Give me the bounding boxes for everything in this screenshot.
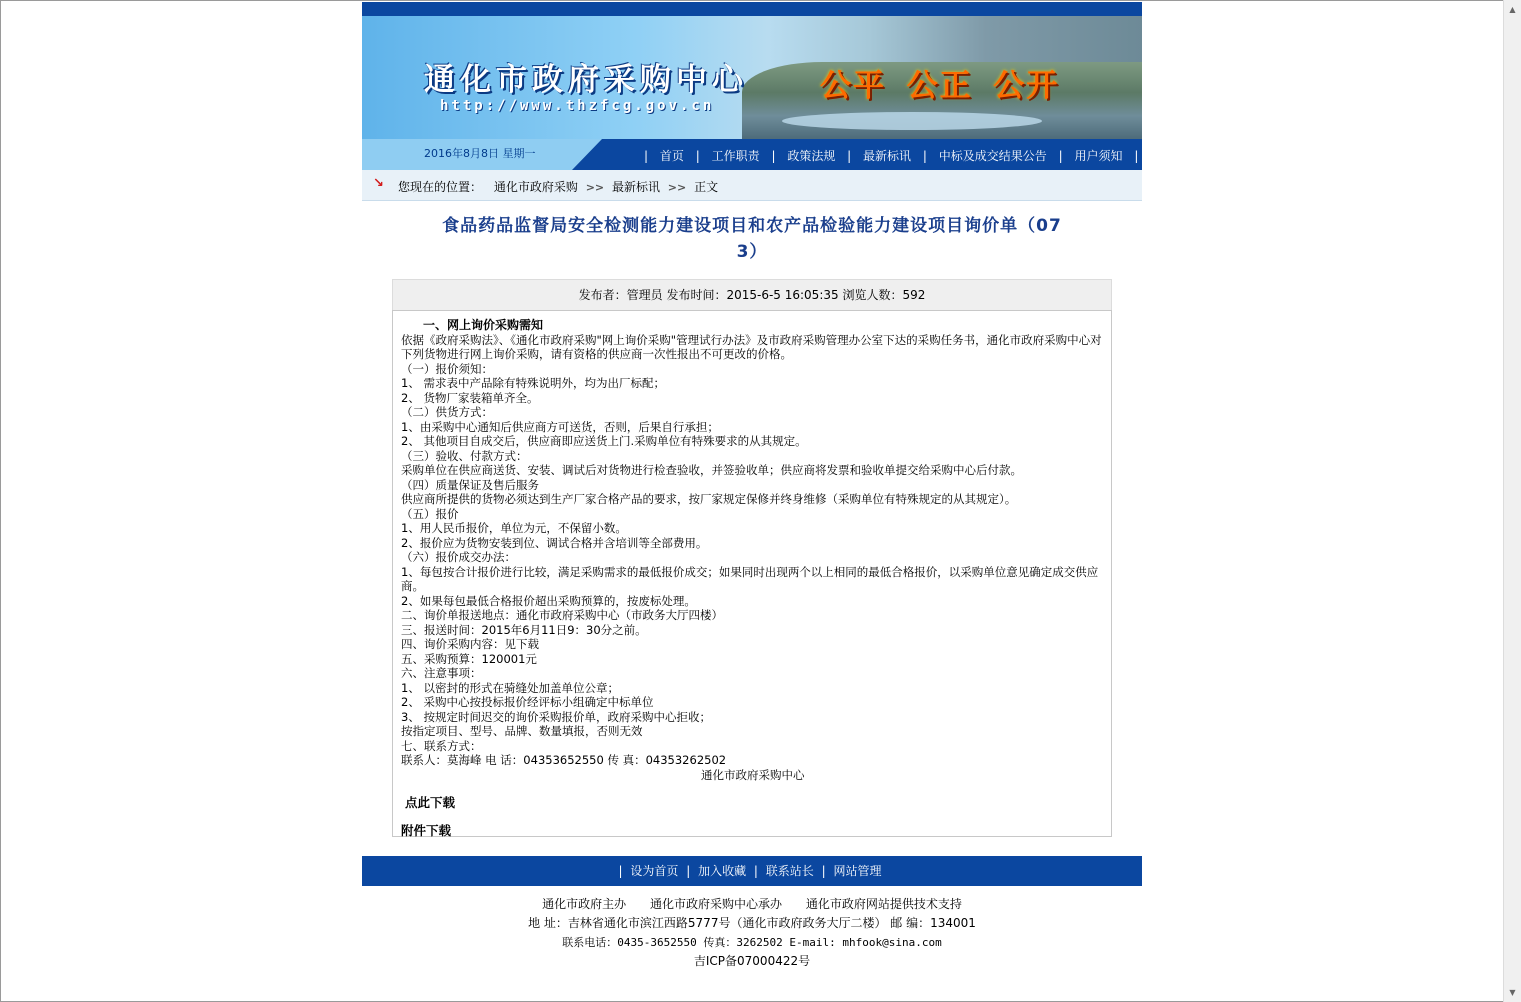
current-date: 2016年8月8日 星期一 (424, 147, 536, 160)
vertical-scrollbar[interactable] (1503, 0, 1521, 1002)
footer-tech-support: 通化市政府网站提供技术支持 (805, 897, 962, 911)
body-line: 2、 货物厂家装箱单齐全。 (401, 390, 539, 405)
body-line: 2、报价应为货物安装到位、调试合格并含培训等全部费用。 (401, 535, 708, 550)
body-line: 七、联系方式： (401, 738, 482, 753)
body-line: （一）报价须知： (401, 361, 493, 376)
nav-item-policies[interactable]: 政策法规 (787, 149, 836, 163)
body-line: 1、由采购中心通知后供应商方可送货，否则，后果自行承担； (401, 419, 719, 434)
footer (362, 895, 1142, 971)
article-title (407, 213, 1097, 265)
body-line: 1、 以密封的形式在骑缝处加盖单位公章； (401, 680, 619, 695)
footer-nav: | 设为首页 | 加入收藏 | 联系站长 | 网站管理 (362, 856, 1142, 886)
body-line: 按指定项目、型号、品牌、数量填报，否则无效 (401, 724, 643, 738)
footer-address: 地 址：吉林省通化市滨江西路5777号（通化市政府政务大厅二楼） 邮 编：134001 (528, 916, 976, 930)
breadcrumb: ↘ 您现在的位置： 通化市政府采购 >> 最新标讯 >> 正文 (362, 170, 1142, 201)
body-line: 五、采购预算：120001元 (401, 651, 537, 666)
body-line: （二）供货方式： (401, 405, 493, 419)
footer-icp: 吉ICP备07000422号 (693, 954, 811, 968)
nav-item-user-guide[interactable]: 用户须知 (1074, 149, 1123, 163)
section-heading: 一、网上询价采购需知 (423, 318, 544, 332)
breadcrumb-prefix: 您现在的位置： (398, 180, 483, 194)
body-line: 二、询价单报送地点：通化市政府采购中心（市政务大厅四楼） (401, 608, 723, 622)
nav-item-latest-bids[interactable]: 最新标讯 (863, 149, 912, 163)
breadcrumb-item-home[interactable]: 通化市政府采购 (493, 180, 578, 194)
body-line: 六、注意事项： (401, 666, 482, 680)
attachment-download-label: 附件下载 (401, 822, 452, 838)
body-line: 三、报送时间：2015年6月11日9：30分之前。 (401, 622, 647, 637)
body-line: 2、 采购中心按投标报价经评标小组确定中标单位 (401, 695, 654, 709)
body-line: 联系人：莫海峰 电 话：04353652550 传 真：04353262502 (401, 753, 727, 767)
body-line: 3、 按规定时间迟交的询价采购报价单，政府采购中心拒收； (401, 709, 711, 724)
arrow-down-right-icon: ↘ (373, 176, 384, 191)
nav-item-duties[interactable]: 工作职责 (711, 149, 760, 163)
body-line: 供应商所提供的货物必须达到生产厂家合格产品的要求，按厂家规定保修并终身维修（采购单位有特殊规定的从其规定）。 (401, 492, 1017, 506)
scroll-up-arrow-icon[interactable]: ▲ (1509, 5, 1516, 14)
body-line: （五）报价 (401, 506, 459, 521)
body-line: （六）报价成交办法： (401, 550, 516, 564)
article-signature: 通化市政府采购中心 (701, 767, 805, 782)
nav-item-results[interactable]: 中标及成交结果公告 (938, 149, 1047, 163)
banner-river (782, 112, 1042, 130)
banner-top-bar (362, 2, 1142, 16)
body-line: 1、 需求表中产品除有特殊说明外，均为出厂标配； (401, 376, 665, 390)
footer-contact: 联系电话：0435-3652550 传真：3262502 E-mail: mhfook@sina.com (562, 936, 942, 949)
article-title-line1: 食品药品监督局安全检测能力建设项目和农产品检验能力建设项目询价单（07 (442, 216, 1062, 236)
body-line: 采购单位在供应商送货、安装、调试后对货物进行检查验收，并签验收单；供应商将发票和验收单提交给采购中心后付款。 (401, 463, 1022, 477)
body-line: 1、用人民币报价，单位为元，不保留小数。 (401, 521, 627, 535)
body-line: 依据《政府采购法》、《通化市政府采购"网上询价采购"管理试行办法》及市政府采购管理办公室下达的采购任务书，通化市政府采购中心对下列货物进行网上询价采购，请有资格的供应商一次性报出不可更改的价格。 (401, 332, 1102, 361)
footer-nav-contact-webmaster[interactable]: 联系站长 (765, 864, 814, 878)
footer-organizer: 通化市政府采购中心承办 (649, 897, 782, 911)
body-line: （三）验收、付款方式： (401, 448, 528, 463)
article-body (392, 310, 1112, 837)
footer-nav-set-homepage[interactable]: 设为首页 (630, 864, 679, 878)
main-nav: | 首页 | 工作职责 | 政策法规 | 最新标讯 | 中标及成交结果公告 | 用户须知 | (644, 149, 1139, 163)
body-line: 1、每包按合计报价进行比较，满足采购需求的最低报价成交；如果同时出现两个以上相同的最低合格报价，以采购单位意见确定成交供应商。 (401, 564, 1099, 593)
site-url: http://www.thzfcg.gov.cn (440, 98, 715, 114)
site-slogan: 公平 公正 公开 (820, 68, 1060, 103)
site-banner (362, 2, 1142, 170)
footer-nav-add-favorite[interactable]: 加入收藏 (698, 864, 747, 878)
download-link[interactable]: 点此下载 (405, 795, 456, 810)
body-line: （四）质量保证及售后服务 (401, 477, 539, 492)
article-title-line2: 3） (736, 242, 768, 262)
body-line: 四、询价采购内容：见下载 (401, 637, 539, 651)
page-container (362, 2, 1142, 971)
footer-nav-site-admin[interactable]: 网站管理 (833, 864, 882, 878)
body-line: 2、 其他项目自成交后，供应商即应送货上门.采购单位有特殊要求的从其规定。 (401, 434, 807, 448)
scroll-down-arrow-icon[interactable]: ▼ (1509, 988, 1516, 997)
breadcrumb-item-latest[interactable]: 最新标讯 (611, 180, 660, 194)
article-meta: 发布者：管理员 发布时间：2015-6-5 16:05:35 浏览人数：592 (392, 279, 1112, 310)
breadcrumb-item-current: 正文 (694, 180, 719, 194)
nav-item-home[interactable]: 首页 (659, 149, 684, 163)
site-title: 通化市政府采购中心 (424, 62, 748, 97)
footer-host: 通化市政府主办 (542, 897, 627, 911)
body-line: 2、如果每包最低合格报价超出采购预算的，按废标处理。 (401, 593, 696, 608)
